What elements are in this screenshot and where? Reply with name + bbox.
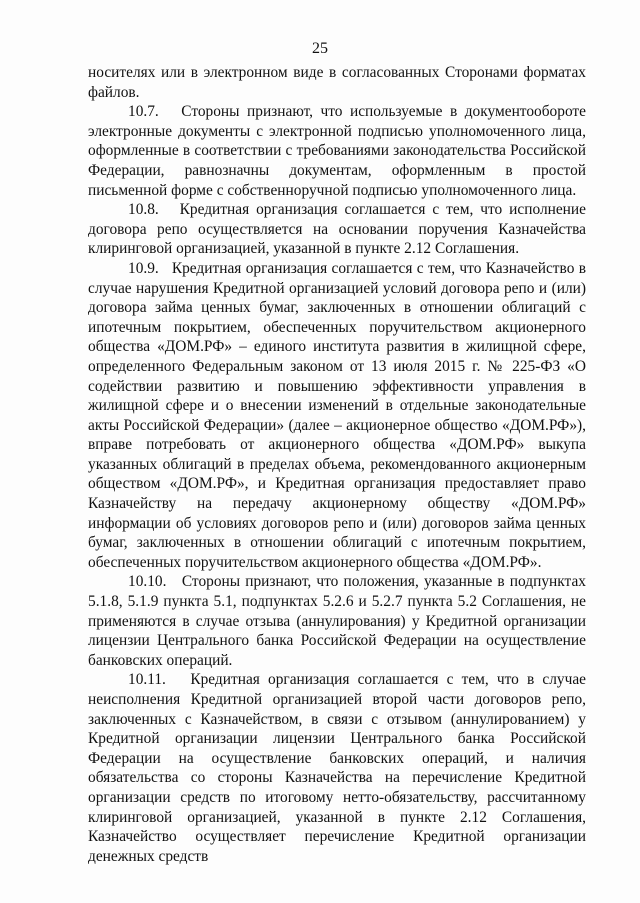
document-body [88, 63, 586, 866]
paragraph-10-7 [88, 102, 586, 200]
paragraph-number: 10.11. [128, 671, 166, 689]
paragraph-10-9 [88, 259, 586, 573]
paragraph-text: Стороны признают, что положения, указанные в подпунктах 5.1.8, 5.1.9 пункта 5.1, подпунктах 5.2.6 и 5.2.7 пункта 5.2 Соглашения, не применяются в случае отзыва (аннулирования) у Кредитной организации лицензии Центрального банка Российской Федерации на осуществление банковских операций. [88, 573, 586, 669]
paragraph-text: Стороны признают, что используемые в документообороте электронные документы с электронной подписью уполномоченного лица, оформленные в соответствии с требованиями законодательства Российской Федерации, равнозначны документам, оформленным в простой письменной форме с собственноручной подписью уполномоченного лица. [88, 103, 586, 199]
paragraph-number: 10.10. [128, 573, 167, 591]
paragraph-text: Кредитная организация соглашается с тем, что исполнение договора репо осуществляется на основании поручения Казначейства клиринговой организацией, указанной в пункте 2.12 Соглашения. [88, 201, 586, 258]
page-number: 25 [312, 40, 328, 57]
paragraph-10-11 [88, 670, 586, 866]
paragraph-continuation [88, 63, 586, 102]
paragraph-10-10 [88, 572, 586, 670]
paragraph-text: Кредитная организация соглашается с тем, что Казначейство в случае нарушения Кредитной организацией условий договора репо и (или) договора займа ценных бумаг, заключенных в отношении облигаций с ипотечным покрытием, обеспеченных поручительством акционерного общества «ДОМ.РФ» – единого института развития в жилищной сфере, определенного Федеральным законом от 13 июля 2015 г. № 225-ФЗ «О содействии развитию и повышению эффективности управления в жилищной сфере и о внесении изменений в отдельные законодательные акты Российской Федерации» (далее – акционерное общество «ДОМ.РФ»), вправе потребовать от акционерного общества «ДОМ.РФ» выкупа указанных облигаций в пределах объема, рекомендованного акционерным обществом «ДОМ.РФ», и Кредитная организация предоставляет право Казначейству на передачу акционерному обществу «ДОМ.РФ» информации об условиях договоров репо и (или) договоров займа ценных бумаг, заключенных в отношении облигаций с ипотечным покрытием, обеспеченных поручительством акционерного общества «ДОМ.РФ». [88, 259, 587, 571]
paragraph-number: 10.7. [128, 103, 159, 121]
paragraph-10-8 [88, 200, 586, 259]
paragraph-text: носителях или в электронном виде в согласованных Сторонами форматах файлов. [88, 64, 586, 101]
paragraph-number: 10.8. [128, 201, 159, 219]
paragraph-text: Кредитная организация соглашается с тем, что в случае неисполнения Кредитной организацией второй части договоров репо, заключенных с Казначейством, в связи с отзывом (аннулированием) у Кредитной организации лицензии Центрального банка Российской Федерации на осуществление банковских операций, и наличия обязательства со стороны Казначейства на перечисление Кредитной организации средств по итоговому нетто-обязательству, рассчитанному клиринговой организацией, указанной в пункте 2.12 Соглашения, Казначейство осуществляет перечисление Кредитной организации денежных средств [88, 671, 586, 865]
paragraph-number: 10.9. [128, 259, 159, 277]
